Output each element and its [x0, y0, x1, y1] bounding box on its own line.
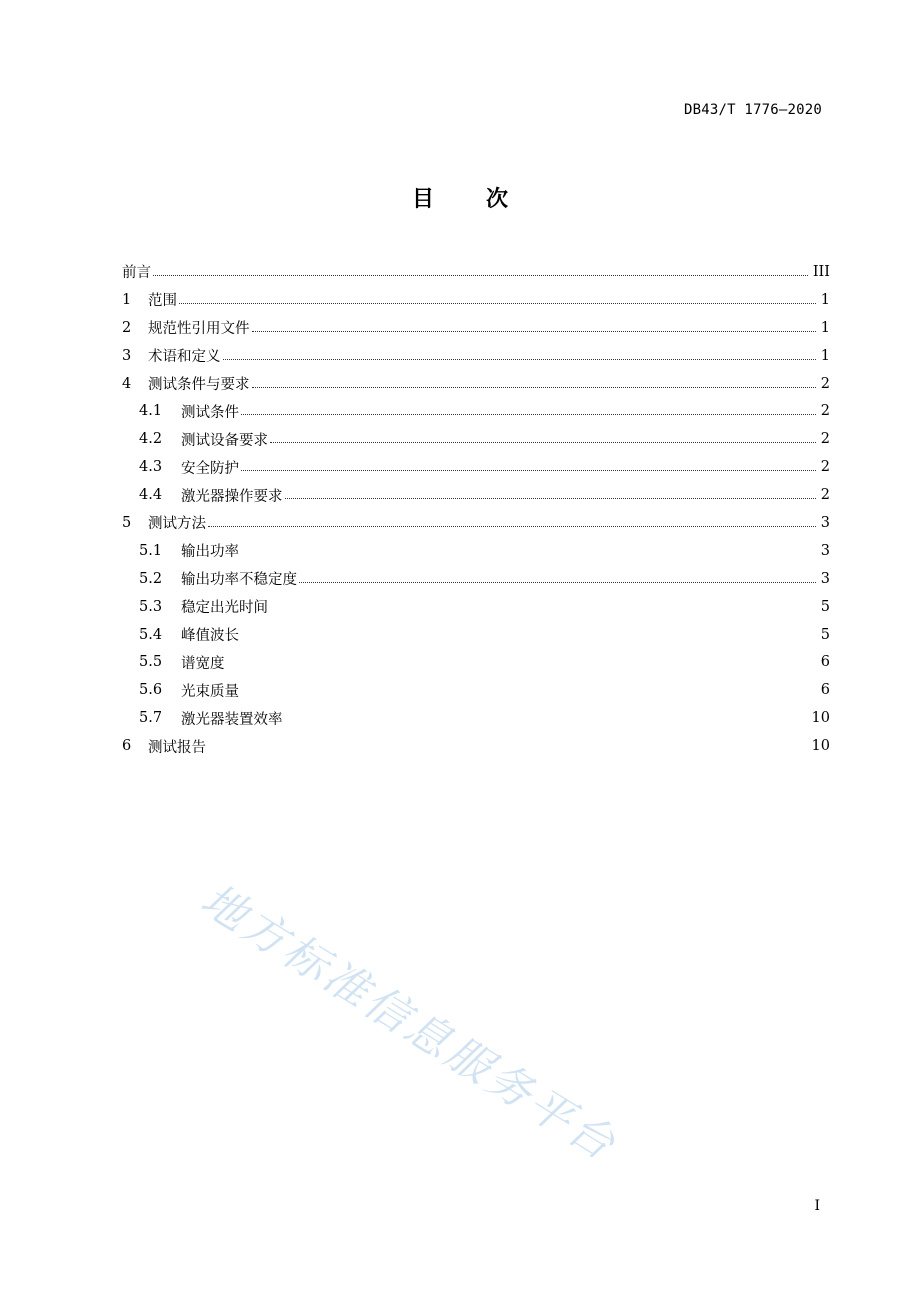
toc-entry-page: 5: [820, 626, 830, 643]
toc-entry[interactable]: [122, 342, 830, 370]
toc-entry-label: 激光器操作要求: [181, 488, 283, 505]
page-number: I: [814, 1198, 820, 1214]
toc-entry-page: III: [812, 263, 830, 280]
toc-entry[interactable]: [122, 732, 830, 760]
toc-dot-leader: [270, 441, 816, 443]
toc-entry[interactable]: [122, 593, 830, 621]
toc-entry-number: 5.5: [139, 654, 163, 671]
toc-entry-page: 5: [820, 598, 830, 615]
toc-entry-label: 谱宽度: [181, 655, 225, 672]
toc-entry-number: 5.2: [139, 570, 163, 587]
toc-entry-number: 5.6: [139, 682, 163, 699]
toc-entry-number: 3: [122, 347, 132, 364]
toc-entry-page: 2: [820, 375, 830, 392]
toc-dot-leader: [223, 358, 816, 360]
toc-entry-number: 5: [122, 514, 132, 531]
toc-entry-label: 规范性引用文件: [148, 321, 250, 338]
toc-entry[interactable]: [122, 370, 830, 398]
toc-entry-number: 4.1: [139, 403, 163, 420]
toc-entry[interactable]: [122, 453, 830, 481]
toc-entry-number: 2: [122, 319, 132, 336]
toc-entry-page: 1: [820, 319, 830, 336]
toc-dot-leader: [153, 274, 808, 276]
toc-entry-label: 稳定出光时间: [181, 600, 268, 617]
toc-entry-number: 4.2: [139, 431, 163, 448]
toc-entry-number: 4.3: [139, 459, 163, 476]
toc-dot-leader: [285, 497, 816, 499]
toc-entry-page: 3: [820, 570, 830, 587]
toc-entry-page: 6: [820, 682, 830, 699]
toc-entry[interactable]: [122, 537, 830, 565]
toc-entry-page: 2: [820, 403, 830, 420]
toc-entry[interactable]: [122, 286, 830, 314]
toc-entry-number: 4.4: [139, 487, 163, 504]
toc-entry-page: 10: [811, 710, 830, 727]
toc-entry-number: 5.4: [139, 626, 163, 643]
toc-entry-label: 前言: [122, 265, 151, 282]
toc-entry[interactable]: [122, 676, 830, 704]
toc-entry[interactable]: [122, 621, 830, 649]
toc-entry-number: 5.3: [139, 598, 163, 615]
toc-entry[interactable]: [122, 704, 830, 732]
toc-entry-number: 5.7: [139, 710, 163, 727]
document-code: DB43/T 1776—2020: [683, 102, 822, 118]
page-title: [0, 182, 920, 213]
toc-entry-page: 1: [820, 291, 830, 308]
toc-entry-number: 6: [122, 738, 132, 755]
toc-entry-number: 5.1: [139, 542, 163, 559]
toc-entry[interactable]: [122, 481, 830, 509]
toc-dot-leader: [241, 469, 816, 471]
toc-entry-label: 激光器装置效率: [181, 711, 283, 728]
toc-dot-leader: [179, 302, 816, 304]
toc-entry-page: 6: [820, 654, 830, 671]
toc-dot-leader: [252, 386, 816, 388]
toc-entry-label: 输出功率: [181, 544, 239, 561]
toc-entry-label: 光束质量: [181, 683, 239, 700]
toc-entry-number: 1: [122, 291, 132, 308]
toc-entry-label: 术语和定义: [148, 349, 221, 366]
toc-entry-page: 2: [820, 459, 830, 476]
page-title-char-2: 次: [486, 187, 509, 212]
toc-entry-label: 测试设备要求: [181, 432, 268, 449]
toc-entry-label: 测试报告: [148, 739, 206, 756]
toc-entry-page: 1: [820, 347, 830, 364]
toc-entry[interactable]: [122, 314, 830, 342]
toc-entry-page: 2: [820, 487, 830, 504]
toc-entry-label: 测试条件: [181, 404, 239, 421]
toc-entry-page: 3: [820, 514, 830, 531]
toc-entry-label: 峰值波长: [181, 628, 239, 645]
toc-entry[interactable]: [122, 397, 830, 425]
toc-dot-leader: [208, 525, 816, 527]
table-of-contents: [122, 258, 830, 760]
toc-entry-number: 4: [122, 375, 132, 392]
toc-dot-leader: [241, 413, 816, 415]
toc-dot-leader: [252, 330, 816, 332]
toc-entry-page: 2: [820, 431, 830, 448]
toc-entry[interactable]: [122, 509, 830, 537]
toc-entry-page: 3: [820, 542, 830, 559]
toc-entry-label: 范围: [148, 293, 177, 310]
toc-dot-leader: [299, 581, 816, 583]
toc-entry-label: 安全防护: [181, 460, 239, 477]
page-title-char-1: 目: [411, 187, 434, 212]
watermark: 地方标准信息服务平台: [192, 874, 627, 1172]
toc-entry-label: 输出功率不稳定度: [181, 572, 297, 589]
toc-entry-label: 测试条件与要求: [148, 377, 250, 393]
toc-entry[interactable]: [122, 565, 830, 593]
toc-entry[interactable]: [122, 425, 830, 453]
toc-entry[interactable]: [122, 648, 830, 676]
toc-entry-page: 10: [811, 738, 830, 755]
toc-entry-label: 测试方法: [148, 516, 206, 533]
toc-entry[interactable]: [122, 258, 830, 286]
